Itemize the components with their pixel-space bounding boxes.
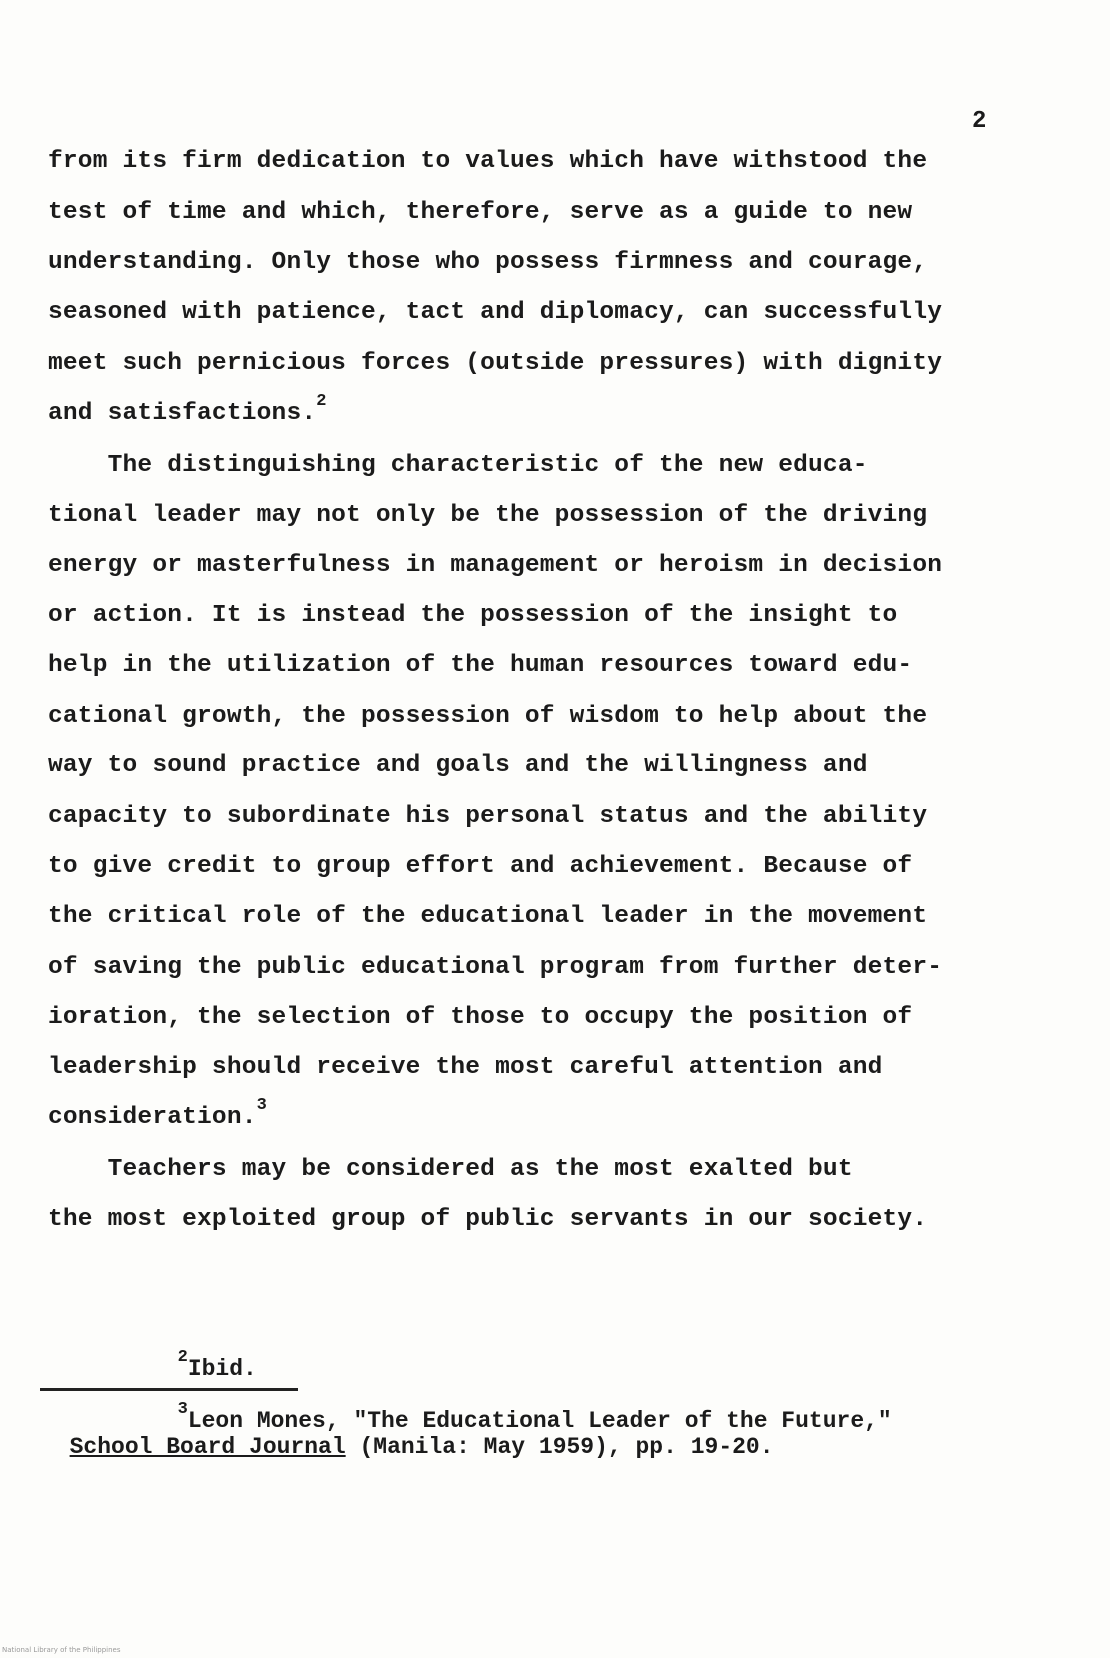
text-line: The distinguishing characteristic of the new educa-: [48, 452, 868, 479]
footnote-marker: 2: [177, 1348, 188, 1367]
text-line: leadership should receive the most careful attention and: [48, 1054, 883, 1081]
text-line: understanding. Only those who possess firmness and courage,: [48, 249, 928, 276]
text-line: cational growth, the possession of wisdom to help about the: [48, 703, 928, 730]
footer-watermark: National Library of the Philippines: [2, 1646, 121, 1654]
text-line: of saving the public educational program from further deter-: [48, 954, 943, 981]
journal-title: School Board Journal: [69, 1434, 346, 1460]
text-line: meet such pernicious forces (outside pressures) with dignity: [48, 350, 943, 377]
footnote-marker: 3: [177, 1400, 188, 1419]
text-line: the critical role of the educational leader in the movement: [48, 903, 928, 930]
footnote-3-citation: [42, 1408, 774, 1460]
footnote-ref-3: 3: [256, 1096, 268, 1115]
text-line: capacity to subordinate his personal status and the ability: [48, 803, 928, 830]
text-line: Teachers may be considered as the most exalted but: [48, 1156, 853, 1183]
text-line: seasoned with patience, tact and diplomacy, can successfully: [48, 299, 943, 326]
text-line: way to sound practice and goals and the willingness and: [48, 752, 868, 779]
text-line: to give credit to group effort and achievement. Because of: [48, 853, 913, 880]
text-line: energy or masterfulness in management or heroism in decision: [48, 552, 943, 579]
text-line: test of time and which, therefore, serve as a guide to new: [48, 199, 913, 226]
footnote-text: Leon Mones, "The Educational Leader of the Future,": [187, 1408, 892, 1434]
text-line: from its firm dedication to values which have withstood the: [48, 148, 928, 175]
citation-details: (Manila: May 1959), pp. 19-20.: [345, 1434, 774, 1460]
text-line: tional leader may not only be the possession of the driving: [48, 502, 928, 529]
text-line: help in the utilization of the human resources toward edu-: [48, 652, 913, 679]
footnote-ref-2: 2: [316, 392, 327, 411]
text-line: ioration, the selection of those to occupy the position of: [48, 1004, 913, 1031]
text-line: the most exploited group of public servants in our society.: [48, 1206, 928, 1233]
text-line: or action. It is instead the possession of the insight to: [48, 602, 898, 629]
footnote-text: Ibid.: [187, 1356, 257, 1382]
text-line: consideration.$^3$: [48, 1096, 268, 1131]
page-number: 2: [972, 108, 987, 135]
footnote-2: [150, 1330, 257, 1382]
text-line: and satisfactions.$^2$: [48, 392, 327, 427]
